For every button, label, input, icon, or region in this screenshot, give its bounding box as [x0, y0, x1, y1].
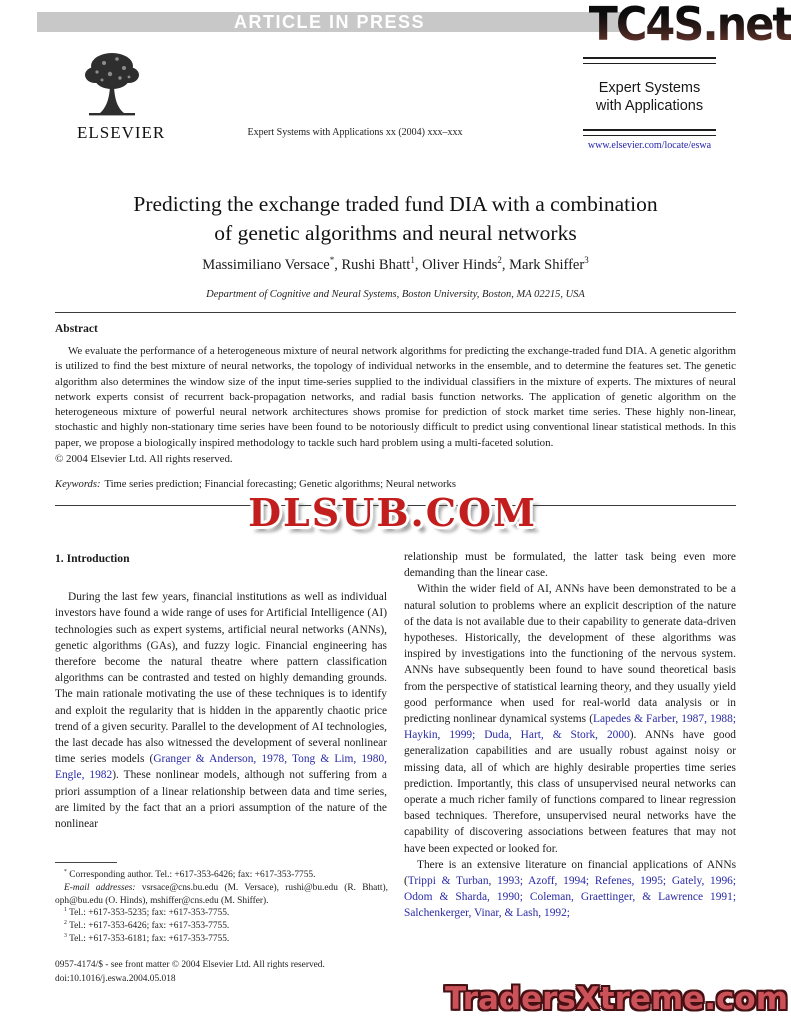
intro-heading: 1. Introduction — [55, 552, 130, 565]
tc4s-watermark: TC4S.net — [588, 0, 791, 53]
text-segment: 2 — [64, 920, 67, 927]
paragraph — [55, 589, 387, 832]
text-segment: Massimiliano Versace — [202, 257, 330, 273]
keywords-label: Keywords: — [55, 479, 101, 491]
journal-name-line1: Expert Systems — [598, 80, 701, 96]
journal-logo-rule-bottom — [583, 129, 716, 136]
text-segment: Tel.: +617-353-6426; fax: +617-353-7755. — [66, 921, 230, 932]
journal-logo-rule-top — [583, 57, 716, 64]
article-in-press-banner: ARTICLE IN PRESS — [37, 12, 622, 32]
text-segment: Tel.: +617-353-5235; fax: +617-353-7755. — [66, 908, 230, 919]
journal-logo-name — [583, 79, 716, 115]
body-column-left — [55, 549, 387, 832]
text-segment: , Mark Shiffer — [501, 257, 585, 273]
tradersxtreme-watermark: TradersXtreme.com — [444, 981, 788, 1017]
text-segment: * — [329, 255, 335, 266]
journal-citation-line: Expert Systems with Applications xx (2004) xxx–xxx — [247, 127, 463, 138]
journal-website-link[interactable]: www.elsevier.com/locate/eswa — [587, 140, 712, 151]
keywords-line — [55, 479, 736, 490]
footnotes-section — [55, 862, 388, 946]
issn-line: 0957-4174/$ - see front matter © 2004 Elsevier Ltd. All rights reserved. — [55, 960, 325, 970]
title-line-1: Predicting the exchange traded fund DIA with a combination — [133, 192, 658, 216]
abstract-text: We evaluate the performance of a heterogeneous mixture of neural network algorithms for predicting the exchange-traded fund DIA. A genetic algorithm is utilized to find the best mixture of neural networks, the topology of individual networks in the ensemble, and to determine the features set. The genetic algorithm also determines the window size of the input time-series supplied to the individual classifiers in the mixture of experts. The mixtures of neural network experts consist of recurrent back-propagation networks, and radial basis function networks. The application of genetic algorithm on the heterogeneous mixture of powerful neural network architectures shows promise for prediction of stock market time series. These highly non-linear, stochastic and highly non-stationary time series have been found to be notoriously difficult to predict using conventional linear statistical methods. In this paper, we propose a biologically inspired methodology to tackle such hard problem using a multi-faceted solution. — [55, 345, 736, 449]
text-segment: ). ANNs have good generalization capabilities and are usually robust against noisy or missing data, all of which are highly desirable properties time series prediction. Importantly, this class of unsupervised neural networks can operate a much richer family of functions compared to linear regression based techniques. Therefore, unsupervised neural networks have the capability of discovering associations between features that may not have been expected or looked for. — [404, 729, 736, 855]
paper-title — [0, 190, 791, 248]
elsevier-tree-logo-icon — [82, 50, 142, 127]
text-segment: 1 — [64, 907, 67, 914]
elsevier-wordmark: ELSEVIER — [77, 123, 166, 142]
text-segment: * — [64, 868, 67, 875]
text-segment: ). These nonlinear models, although not suffering from a priori assumption of a linear relationship between data and time series, are limited by the fact that an a priori assumption of the nature of the nonlinear — [55, 769, 387, 831]
text-segment: E-mail addresses: — [64, 882, 136, 893]
body-column-right — [404, 549, 736, 922]
imprint-section — [55, 958, 325, 986]
doi-line: doi:10.1016/j.eswa.2004.05.018 — [55, 974, 176, 984]
keywords-text: Time series prediction; Financial forecasting; Genetic algorithms; Neural networks — [104, 479, 456, 491]
text-segment: 1 — [410, 255, 415, 266]
citation-link[interactable]: Granger & Anderson, 1978, Tong & Lim, 1980, Engle, 1982 — [55, 753, 387, 782]
affiliation: Department of Cognitive and Neural Systems, Boston University, Boston, MA 02215, USA — [206, 289, 585, 300]
footnote-divider — [55, 862, 117, 863]
text-segment: , Rushi Bhatt — [334, 257, 411, 273]
paragraph — [404, 857, 736, 922]
text-segment: , Oliver Hinds — [414, 257, 498, 273]
footnote-tel-1 — [55, 907, 388, 920]
paragraph — [404, 549, 736, 581]
abstract-section — [55, 323, 736, 490]
title-line-2: of genetic algorithms and neural networks — [214, 221, 577, 245]
text-segment: During the last few years, financial institutions as well as individual investors have found a wide range of uses for Artificial Intelligence (AI) technologies such as expert systems, artificial neural networks (ANNs), genetic algorithms (GAs), and fuzzy logic. Financial engineering has therefore become the natural theatre where pattern classification algorithms can be contrasted and tested on highly demanding grounds. The main rationale motivating the use of these techniques is to identify and exploit the regularity that is hidden in the apparently chaotic price trend of a given security. Parallel to the development of AI technologies, the last decade has also witnessed the development of several nonlinear time series models ( — [55, 591, 387, 766]
footnote-tel-3 — [55, 933, 388, 946]
text-segment: 3 — [584, 255, 589, 266]
citation-link[interactable]: Lapedes & Farber, 1987, 1988; Haykin, 1999; Duda, Hart, & Stork, 2000 — [404, 713, 736, 742]
citation-link[interactable]: Trippi & Turban, 1993; Azoff, 1994; Refenes, 1995; Gately, 1996; Odom & Sharda, 1990; Coleman, Graettinger, & Lawrence 1991; Salchenkerger, Vinar, & Lash, 1992; — [404, 875, 736, 920]
header-divider — [55, 312, 736, 313]
abstract-heading: Abstract — [55, 323, 98, 335]
journal-name-line2: with Applications — [595, 98, 704, 114]
authors-line — [0, 257, 791, 274]
footnote-tel-2 — [55, 920, 388, 933]
text-segment: Within the wider field of AI, ANNs have been demonstrated to be a natural solution to problems where an explicit description of the nature of the data is not available due to their capability to generate data-driven hypotheses. Historically, the development of these algorithms was inspired by investigations into the functioning of the nervous system. ANNs have subsequently been found to have sound theoretical basis from the perspective of statistical learning theory, and they usually yield good performance when used for real-world data analysis or in predicting nonlinear dynamical systems ( — [404, 583, 736, 726]
text-segment: 3 — [64, 932, 67, 939]
text-segment: Tel.: +617-353-6181; fax: +617-353-7755. — [66, 933, 230, 944]
text-segment: Corresponding author. Tel.: +617-353-6426; fax: +617-353-7755. — [66, 870, 316, 880]
footnote-corresponding-author — [55, 869, 388, 882]
dlsub-watermark: DLSUB.COM — [248, 490, 538, 535]
text-segment: There is an extensive literature on financial applications of ANNs ( — [404, 858, 736, 888]
paragraph — [404, 581, 736, 856]
text-segment: vsrsace@cns.bu.edu (M. Versace), rushi@bu.edu (R. Bhatt), oph@bu.edu (O. Hinds), mshiffer@cns.edu (M. Shiffer). — [55, 882, 388, 906]
copyright-line: © 2004 Elsevier Ltd. All rights reserved. — [55, 453, 233, 466]
footnote-emails — [55, 882, 388, 908]
text-segment: 2 — [497, 255, 502, 266]
text-segment: relationship must be formulated, the latter task being even more demanding than the linear case. — [404, 551, 736, 580]
